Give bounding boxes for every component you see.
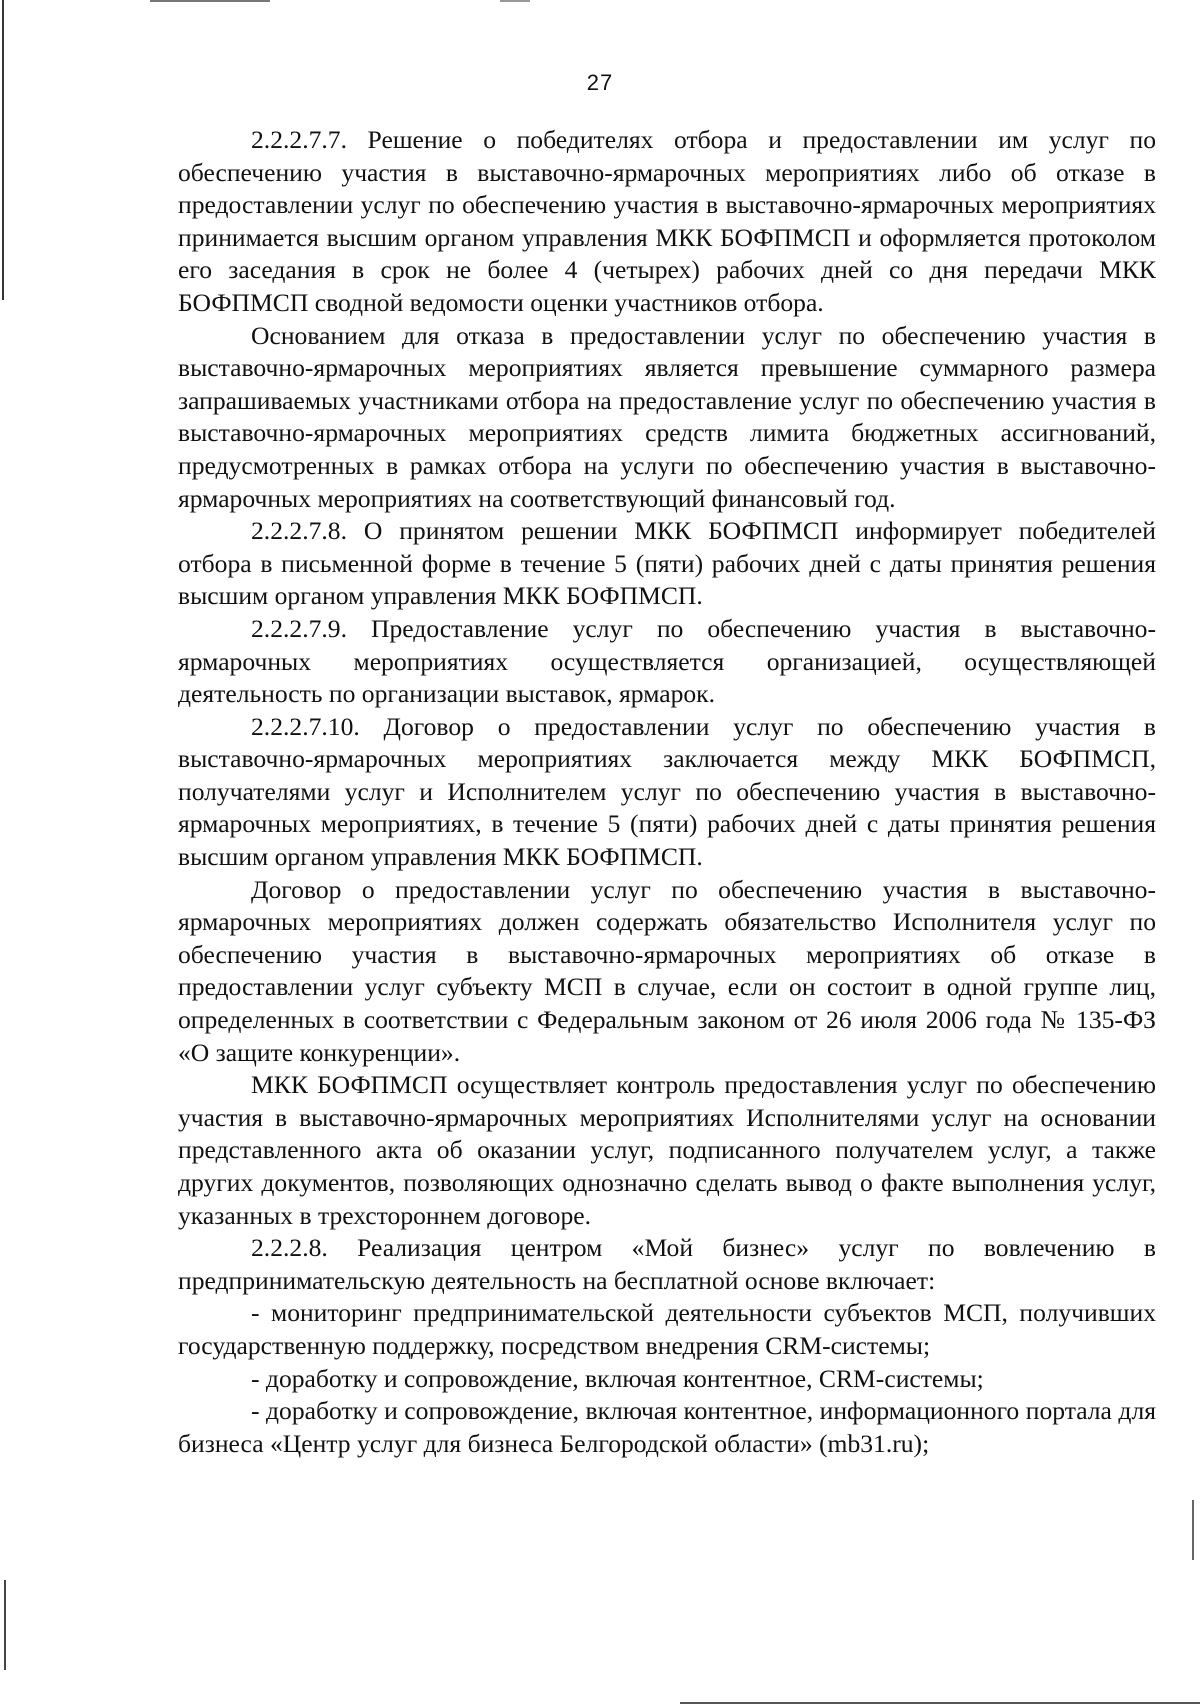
paragraph-2-2-2-7-8: 2.2.2.7.8. О принятом решении МКК БОФПМСП информирует победителей отбора в письменной форме в течение 5 (пяти) рабочих дней с даты принятия решения высшим органом управления МКК БОФПМСП.	[178, 516, 1156, 611]
paragraph-2-2-2-7-7: 2.2.2.7.7. Решение о победителях отбора и предоставлении им услуг по обеспечению участия в выставочно-ярмарочных мероприятиях либо об отказе в предоставлении услуг по обеспечению участия в выставочно-ярмарочных мероприятиях принимается высшим органом управления МКК БОФПМСП и оформляется протоколом его заседания в срок не более 4 (четырех) рабочих дней со дня передачи МКК БОФПМСП сводной ведомости оценки участников отбора.	[178, 125, 1156, 317]
scan-bottom-edge-mark	[680, 1702, 1200, 1704]
list-item-monitoring: - мониторинг предпринимательской деятельности субъектов МСП, получивших государственную поддержку, посредством внедрения CRM-системы;	[178, 1298, 1156, 1360]
list-item-portal-support: - доработку и сопровождение, включая контентное, информационного портала для бизнеса «Центр услуг для бизнеса Белгородской области» (mb31.ru);	[178, 1396, 1156, 1458]
scan-left-edge-mark	[2, 0, 4, 300]
list-item-crm-support: - доработку и сопровождение, включая контентное, CRM-системы;	[251, 1363, 984, 1393]
scan-right-edge-mark	[1192, 1500, 1194, 1560]
paragraph-contract-obligation: Договор о предоставлении услуг по обеспечению участия в выставочно-ярмарочных мероприятиях должен содержать обязательство Исполнителя услуг по обеспечению участия в выставочно-ярмарочных мероприятиях об отказе в предоставлении услуг субъекту МСП в случае, если он состоит в одной группе лиц, определенных в соответствии с Федеральным законом от 26 июля 2006 года № 135-ФЗ «О защите конкуренции».	[178, 874, 1156, 1067]
paragraph-2-2-2-7-10: 2.2.2.7.10. Договор о предоставлении услуг по обеспечению участия в выставочно-ярмарочных мероприятиях заключается между МКК БОФПМСП, получателями услуг и Исполнителем услуг по обеспечению участия в выставочно-ярмарочных мероприятиях, в течение 5 (пяти) рабочих дней с даты принятия решения высшим органом управления МКК БОФПМСП.	[178, 711, 1156, 872]
document-body	[178, 124, 1156, 1460]
paragraph-refusal-grounds: Основанием для отказа в предоставлении услуг по обеспечению участия в выставочно-ярмарочных мероприятиях является превышение суммарного размера запрашиваемых участниками отбора на предоставление услуг по обеспечению участия в выставочно-ярмарочных мероприятиях средств лимита бюджетных ассигнований, предусмотренных в рамках отбора на услуги по обеспечению участия в выставочно-ярмарочных мероприятиях на соответствующий финансовый год.	[178, 320, 1156, 513]
scan-top-edge-mark	[150, 0, 270, 2]
paragraph-control: МКК БОФПМСП осуществляет контроль предоставления услуг по обеспечению участия в выставочно-ярмарочных мероприятиях Исполнителями услуг на основании представленного акта об оказании услуг, подписанного получателем услуг, а также других документов, позволяющих однозначно сделать вывод о факте выполнения услуг, указанных в трехстороннем договоре.	[178, 1070, 1156, 1230]
scan-left-edge-mark	[4, 1580, 6, 1670]
page-number: 27	[586, 70, 614, 95]
paragraph-2-2-2-8: 2.2.2.8. Реализация центром «Мой бизнес» услуг по вовлечению в предпринимательскую деятельность на бесплатной основе включает:	[178, 1233, 1156, 1295]
scan-top-edge-mark	[500, 0, 530, 2]
paragraph-2-2-2-7-9: 2.2.2.7.9. Предоставление услуг по обеспечению участия в выставочно-ярмарочных мероприятиях осуществляется организацией, осуществляющей деятельность по организации выставок, ярмарок.	[178, 613, 1156, 709]
